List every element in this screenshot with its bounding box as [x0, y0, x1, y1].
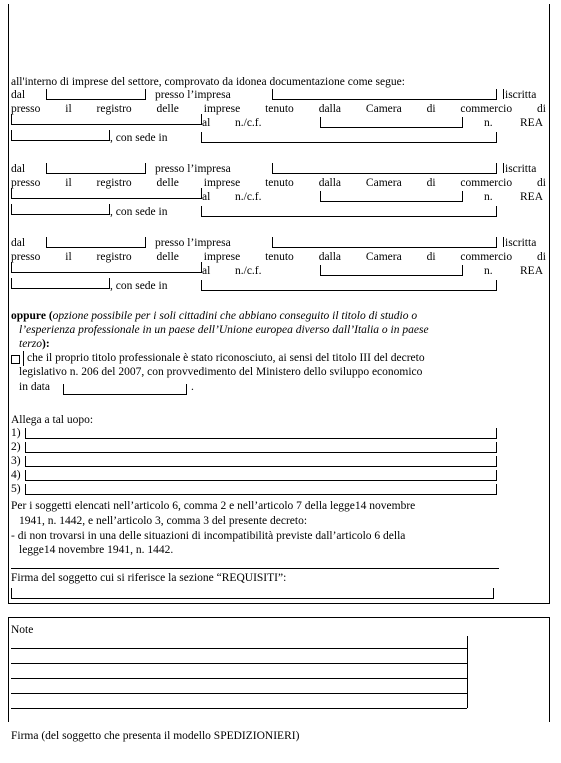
note-line[interactable]	[11, 693, 467, 694]
frame-bottom-border	[8, 603, 550, 604]
entry-1-registro-word: presso	[11, 103, 41, 115]
entry-3-registro-word: delle	[156, 251, 179, 263]
allega-item-label: 4)	[11, 469, 21, 481]
entry-1-registro-word: dalla	[318, 103, 342, 115]
entry-2-registro-word: di	[537, 177, 546, 189]
entry-3-registro-word: registro	[96, 251, 132, 263]
entry-2-registro-word: di	[426, 177, 436, 189]
soggetti-line-3: - di non trovarsi in una delle situazioni di incompatibilità previste dall’articolo 6 della	[11, 530, 406, 542]
entry-2-registro-word: imprese	[203, 177, 241, 189]
entry-1-registro-word: tenuto	[265, 103, 294, 115]
oppure-italic-3: terzo	[19, 338, 42, 350]
entry-1-registro-word: Camera	[365, 103, 402, 115]
allega-item-label: 1)	[11, 427, 21, 439]
entry-1-sede-field[interactable]	[201, 132, 497, 143]
allega-title: Allega a tal uopo:	[11, 414, 94, 426]
entry-2-dal-field[interactable]	[46, 163, 146, 174]
entry-3-iscritta-label: iscritta	[505, 237, 537, 249]
entry-1-dal-label: dal	[11, 89, 26, 101]
entry-1-al-label: al	[202, 117, 211, 129]
entry-2-sede-label: , con sede in	[110, 206, 168, 218]
recognized-checkbox[interactable]	[11, 355, 20, 364]
firma-modello-label: Firma (del soggetto che presenta il modello SPEDIZIONIERI)	[11, 730, 300, 742]
entry-3-rea-label: REA	[520, 265, 543, 277]
entry-1-registro-word: il	[65, 103, 72, 115]
note-line[interactable]	[11, 648, 467, 649]
entry-2-registro-word: registro	[96, 177, 132, 189]
entry-1-impresa-field[interactable]	[272, 89, 497, 100]
entry-3-camera-field[interactable]	[11, 262, 202, 273]
entry-3-sede-label: , con sede in	[110, 280, 168, 292]
entry-3-dal-label: dal	[11, 237, 26, 249]
entry-2-registro-word: il	[65, 177, 72, 189]
entry-2-impresa-field[interactable]	[272, 163, 497, 174]
entry-1-iscritta-mark	[503, 89, 504, 99]
allega-item-label: 3)	[11, 455, 21, 467]
entry-2-iscritta-mark	[503, 163, 504, 173]
frame-left-border	[8, 4, 9, 604]
allega-item-field[interactable]	[25, 484, 497, 495]
entry-3-registro-word: il	[65, 251, 72, 263]
entry-2-registro-word: presso	[11, 177, 41, 189]
entry-3-registro-word: di	[537, 251, 546, 263]
intro-text: all'interno di imprese del settore, comprovato da idonea documentazione come segue:	[11, 76, 405, 88]
entry-2-presso-label: presso l’impresa	[155, 163, 231, 175]
entry-2-al-label: al	[202, 191, 211, 203]
allega-item-field[interactable]	[25, 456, 497, 467]
entry-2-registro-word: delle	[156, 177, 179, 189]
soggetti-line-4: legge14 novembre 1941, n. 1442.	[19, 544, 174, 556]
recognized-line-3-end: .	[191, 381, 194, 393]
separator-line	[11, 568, 499, 569]
allega-item-label: 5)	[11, 483, 21, 495]
recognized-line-2: legislativo n. 206 del 2007, con provvedimento del Ministero dello sviluppo economico	[19, 366, 423, 378]
checkbox-divider	[23, 351, 24, 366]
entry-2-rea-label: REA	[520, 191, 543, 203]
note-box-right	[549, 617, 550, 722]
oppure-line-3	[19, 338, 50, 351]
note-line[interactable]	[11, 678, 467, 679]
entry-1-iscritta-label: iscritta	[505, 89, 537, 101]
recognized-date-field[interactable]	[63, 384, 187, 395]
entry-2-registro-word: commercio	[460, 177, 513, 189]
frame-right-border	[549, 4, 550, 604]
entry-3-presso-label: presso l’impresa	[155, 237, 231, 249]
entry-1-registro-word: di	[426, 103, 436, 115]
note-box-left	[8, 617, 9, 722]
entry-3-registro-word: Camera	[365, 251, 402, 263]
entry-1-dal-field[interactable]	[46, 89, 146, 100]
entry-3-registro-word: imprese	[203, 251, 241, 263]
entry-1-sede-label: , con sede in	[110, 132, 168, 144]
entry-2-camera-field[interactable]	[11, 188, 202, 199]
oppure-line-2: l’esperienza professionale in un paese dell’Unione europea diverso dall’Italia o in paese	[19, 324, 429, 336]
entry-1-registro-word: di	[537, 103, 546, 115]
note-label: Note	[11, 624, 34, 636]
allega-item-field[interactable]	[25, 442, 497, 453]
entry-3-impresa-field[interactable]	[272, 237, 497, 248]
entry-3-registro-word: presso	[11, 251, 41, 263]
entry-1-camera-field[interactable]	[11, 114, 202, 125]
entry-1-registro-word: imprese	[203, 103, 241, 115]
entry-3-iscritta-mark	[503, 237, 504, 247]
entry-3-al-label: al	[202, 265, 211, 277]
entry-2-registro-word: tenuto	[265, 177, 294, 189]
note-area-right	[467, 636, 468, 708]
entry-2-registro-word: dalla	[318, 177, 342, 189]
entry-2-rea-field[interactable]	[11, 204, 110, 215]
entry-3-registro-word: tenuto	[265, 251, 294, 263]
allega-item-label: 2)	[11, 441, 21, 453]
entry-3-ncf-label: n./c.f.	[235, 265, 262, 277]
entry-2-ncf-field[interactable]	[320, 191, 463, 202]
note-box-top	[8, 617, 550, 618]
entry-3-n-label: n.	[484, 265, 493, 277]
entry-1-registro-word: registro	[96, 103, 132, 115]
entry-3-rea-field[interactable]	[11, 278, 110, 289]
oppure-close: ):	[42, 338, 50, 350]
entry-3-registro-word: dalla	[318, 251, 342, 263]
entry-3-registro-word: di	[426, 251, 436, 263]
recognized-line-1: che il proprio titolo professionale è stato riconosciuto, ai sensi del titolo III del decreto	[27, 352, 425, 364]
oppure-italic-1: opzione possibile per i soli cittadini che abbiano conseguito il titolo di studio o	[52, 310, 418, 322]
oppure-label: oppure (	[11, 310, 53, 322]
soggetti-line-1: Per i soggetti elencati nell’articolo 6, comma 2 e nell’articolo 7 della legge14 novembre	[11, 500, 416, 512]
entry-2-n-label: n.	[484, 191, 493, 203]
allega-item-field[interactable]	[25, 470, 497, 481]
entry-1-rea-label: REA	[520, 117, 543, 129]
entry-2-ncf-label: n./c.f.	[235, 191, 262, 203]
entry-2-registro-word: Camera	[365, 177, 402, 189]
soggetti-line-2: 1941, n. 1442, e nell’articolo 3, comma 3 del presente decreto:	[19, 515, 308, 527]
allega-item-field[interactable]	[25, 428, 497, 439]
entry-1-registro-word: commercio	[460, 103, 513, 115]
entry-1-registro-word: delle	[156, 103, 179, 115]
entry-1-n-label: n.	[484, 117, 493, 129]
entry-1-ncf-label: n./c.f.	[235, 117, 262, 129]
entry-1-presso-label: presso l’impresa	[155, 89, 231, 101]
firma-requisiti-field[interactable]	[11, 588, 494, 599]
entry-1-ncf-field[interactable]	[320, 117, 463, 128]
entry-3-dal-field[interactable]	[46, 237, 146, 248]
oppure-line-1	[11, 310, 417, 323]
entry-3-registro-word: commercio	[460, 251, 513, 263]
note-line[interactable]	[11, 708, 467, 709]
firma-requisiti-label: Firma del soggetto cui si riferisce la sezione “REQUISITI”:	[11, 572, 287, 584]
entry-2-iscritta-label: iscritta	[505, 163, 537, 175]
recognized-line-3: in data	[19, 381, 50, 393]
entry-3-sede-field[interactable]	[201, 280, 497, 291]
note-line[interactable]	[11, 663, 467, 664]
entry-2-sede-field[interactable]	[201, 206, 497, 217]
entry-1-rea-field[interactable]	[11, 130, 110, 141]
entry-2-dal-label: dal	[11, 163, 26, 175]
entry-3-ncf-field[interactable]	[320, 265, 463, 276]
